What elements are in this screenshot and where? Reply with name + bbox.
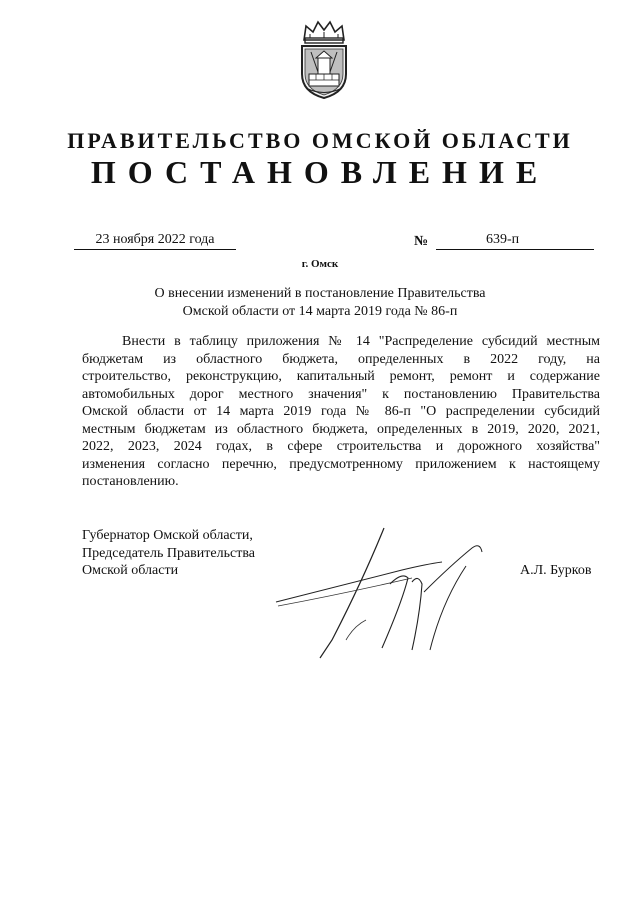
body-line: Омской области от 14 марта 2019 года № 86-п "О распределении субсидий: [82, 404, 600, 419]
body-line: местным бюджетам из областного бюджета, определенных в 2019, 2020, 2021,: [82, 421, 600, 437]
signer-name: А.Л. Бурков: [520, 563, 592, 578]
body-line: 2022, 2023, 2024 годах, в сфере строительства и дорожного хозяйства": [82, 439, 600, 454]
document-body: [82, 333, 600, 491]
handwritten-signature-icon: [262, 522, 502, 662]
signer-position-line: Председатель Правительства: [82, 545, 255, 561]
body-line: постановлению.: [82, 474, 179, 489]
subject-line: Омской области от 14 марта 2019 года № 86-п: [182, 304, 458, 319]
document-subject: [0, 285, 640, 321]
signer-position-line: Омской области: [82, 563, 179, 578]
document-number-field: [436, 232, 594, 250]
government-title: ПРАВИТЕЛЬСТВО ОМСКОЙ ОБЛАСТИ: [67, 128, 573, 153]
signer-position-line: Губернатор Омской области,: [82, 528, 253, 543]
body-line: автомобильных дорог местного значения" к постановлению Правительства: [82, 386, 600, 402]
body-line: Внести в таблицу приложения № 14 "Распределение субсидий местным: [122, 334, 600, 349]
document-city: г. Омск: [301, 258, 339, 270]
body-line: бюджетам из областного бюджета, определенных в 2022 году, на: [82, 351, 600, 367]
subject-line: О внесении изменений в постановление Правительства: [154, 286, 486, 301]
number-sign: №: [414, 234, 429, 249]
document-date: 23 ноября 2022 года: [74, 232, 236, 250]
document-number: 639-п: [486, 232, 520, 247]
body-line: строительство, реконструкцию, капитальный ремонт, ремонт и содержание: [82, 369, 600, 384]
signer-position: [82, 527, 255, 580]
document-type-title: ПОСТАНОВЛЕНИЕ: [90, 154, 550, 190]
body-line: изменения согласно перечню, предусмотренному приложением к настоящему: [82, 456, 600, 472]
omsk-coat-of-arms-icon: [296, 18, 352, 100]
